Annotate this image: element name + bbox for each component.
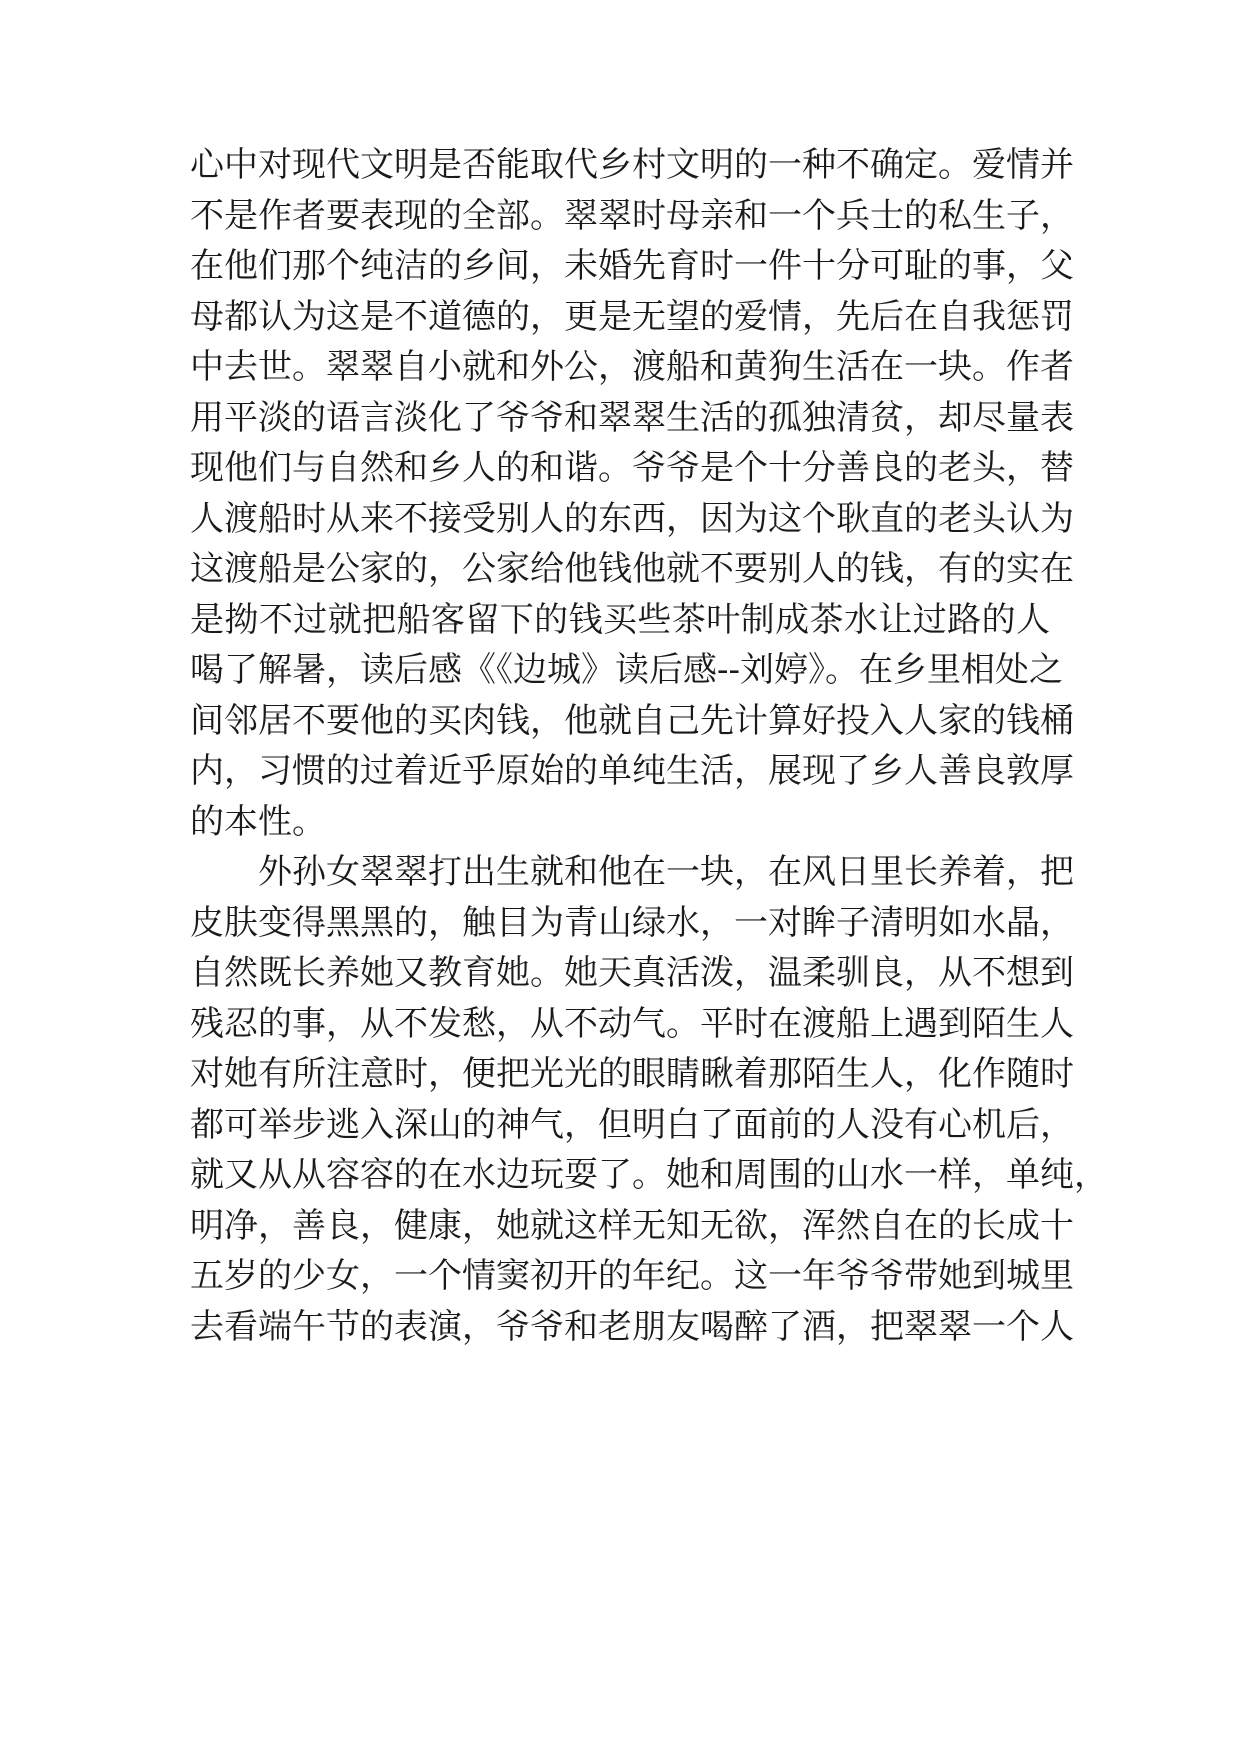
text-line: 母都认为这是不道德的，更是无望的爱情，先后在自我惩罚	[190, 296, 1074, 337]
paragraph-2	[190, 847, 1108, 1352]
text-line: 间邻居不要他的买肉钱，他就自己先计算好投入人家的钱桶	[190, 700, 1074, 741]
text-line: 不是作者要表现的全部。翠翠时母亲和一个兵士的私生子，	[190, 195, 1074, 236]
text-line: 明净，善良，健康，她就这样无知无欲，浑然自在的长成十	[190, 1205, 1074, 1246]
text-line: 皮肤变得黑黑的，触目为青山绿水，一对眸子清明如水晶，	[190, 902, 1074, 943]
text-line: 自然既长养她又教育她。她天真活泼，温柔驯良，从不想到	[190, 953, 1074, 993]
text-line: 心中对现代文明是否能取代乡村文明的一种不确定。爱情并	[190, 145, 1074, 185]
text-line: 都可举步逃入深山的神气，但明白了面前的人没有心机后，	[190, 1104, 1074, 1145]
text-line: 人渡船时从来不接受别人的东西，因为这个耿直的老头认为	[190, 498, 1074, 539]
text-line: 去看端午节的表演，爷爷和老朋友喝醉了酒，把翠翠一个人	[190, 1306, 1074, 1347]
text-line: 内，习惯的过着近乎原始的单纯生活，展现了乡人善良敦厚	[190, 751, 1074, 791]
text-line: 喝了解暑，读后感《《边城》读后感--刘婷》。在乡里相处之	[190, 650, 1063, 690]
text-line: 五岁的少女，一个情窦初开的年纪。这一年爷爷带她到城里	[190, 1256, 1074, 1296]
text-line: 这渡船是公家的，公家给他钱他就不要别人的钱，有的实在	[190, 549, 1074, 589]
text-line: 现他们与自然和乡人的和谐。爷爷是个十分善良的老头，替	[190, 448, 1074, 488]
paragraph-1	[190, 140, 1074, 847]
text-line: 就又从从容容的在水边玩耍了。她和周围的山水一样，单纯，	[190, 1155, 1108, 1195]
text-line: 残忍的事，从不发愁，从不动气。平时在渡船上遇到陌生人	[190, 1003, 1074, 1044]
text-line: 的本性。	[190, 801, 326, 842]
text-line: 对她有所注意时，便把光光的眼睛瞅着那陌生人，化作随时	[190, 1054, 1074, 1094]
text-line: 中去世。翠翠自小就和外公，渡船和黄狗生活在一块。作者	[190, 347, 1074, 387]
article-body	[190, 140, 1108, 1352]
text-line: 是拗不过就把船客留下的钱买些茶叶制成茶水让过路的人	[190, 599, 1050, 640]
text-line: 在他们那个纯洁的乡间，未婚先育时一件十分可耻的事，父	[190, 246, 1074, 286]
text-line: 外孙女翠翠打出生就和他在一块，在风日里长养着，把	[258, 852, 1074, 892]
text-line: 用平淡的语言淡化了爷爷和翠翠生活的孤独清贫，却尽量表	[190, 397, 1074, 438]
